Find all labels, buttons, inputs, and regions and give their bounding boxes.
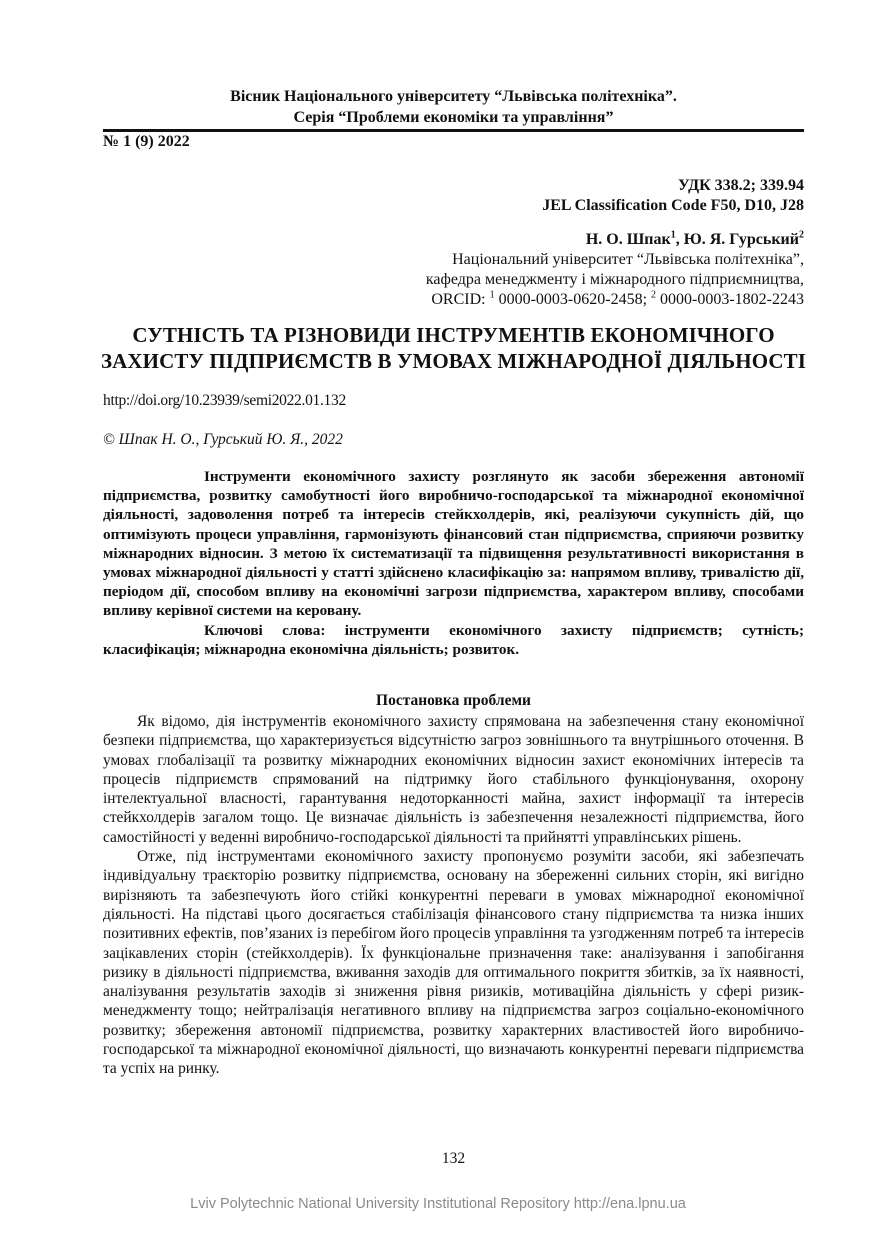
doi-link[interactable]: http://doi.org/10.23939/semi2022.01.132 (103, 392, 346, 409)
orcid-2-mark: 2 (651, 289, 657, 301)
title-line-2: ЗАХИСТУ ПІДПРИЄМСТВ В УМОВАХ МІЖНАРОДНОЇ ДІЯЛЬНОСТІ (100, 349, 807, 373)
author-2: Ю. Я. Гурський (683, 231, 799, 248)
body-paragraph: Отже, під інструментами економічного захисту пропонуємо розуміти засоби, які забезпечать індивідуальну траєкторію розвитку підприємства, основану на збереженні сильних сторін, які вигідно вирізняють та забезпечують його стійкі конкурентні переваги в умовах міжнародної економічної діяльності. На підставі цього досягається стабілізація фінансового стану підприємства та низка інших позитивних ефектів, пов’язаних із перебігом його процесів управління та узгодженням потреб та інтересів зацікавлених сторін (стейкхолдерів). Їх функціональне призначення таке: аналізування і запобігання ризику в діяльності підприємства, вживання заходів для оптимального покриття збитків, за їх наявності, аналізування результатів заходів зі зниження рівня ризиків, мотиваційна діяльність у сфері ризик-менеджменту тощо; нейтралізація негативного впливу на підприємства загроз соціально-економічного розвитку; збереження автономії підприємства, розвитку характерних властивостей його виробничо-господарської та міжнародної економічної діяльності, що визначають конкурентні переваги підприємства та успіх на ринку. (103, 848, 804, 1078)
journal-series: Серія “Проблеми економіки та управління” (293, 109, 614, 126)
repository-footer: Lviv Polytechnic National University Institutional Repository http://ena.lpnu.ua (190, 1196, 686, 1212)
orcid-1[interactable]: 0000-0003-0620-2458; (494, 291, 652, 308)
abstract (103, 467, 804, 659)
body-paragraph: Як відомо, дія інструментів економічного захисту спрямована на забезпечення стану економічної безпеки підприємства, що характеризується відсутністю загроз зовнішнього та внутрішнього оточення. В умовах глобалізації та розвитку міжнародних економічних відносин захист економічних інтересів та процесів підприємств спрямований на підтримку його стабільного функціонування, охорону інтелектуальної власності, гарантування недоторканності майна, захист інформації та інтересів стейкхолдерів загалом тощо. Це визначає діяльність із забезпечення незалежності підприємства, його самостійності у веденні виробничо-господарської діяльності та прийнятті управлінських рішень. (103, 713, 804, 846)
orcid-1-mark: 1 (489, 289, 495, 301)
abstract-text: Інструменти економічного захисту розглянуто як засоби збереження автономії підприємства, розвитку самобутності його виробничо-господарської та міжнародної економічної діяльності, задоволення потреб та інтересів стейкхолдерів, які, реалізуючи сукупність дій, що оптимізують процеси управління, гармонізують фінансовий стан підприємства, сприяючи розвитку міжнародних відносин. З метою їх систематизації та підвищення результативності використання в умовах міжнародної діяльності у статті здійснено класифікацію за: напрямом впливу, тривалістю дії, періодом дії, способом впливу на економічні загрози підприємства, характером впливу, способами впливу керівної системи на керовану. (103, 468, 804, 620)
section-heading: Постановка проблеми (376, 692, 531, 709)
udk-code: УДК 338.2; 339.94 (677, 177, 804, 194)
orcid-2[interactable]: 0000-0003-1802-2243 (656, 291, 804, 308)
jel-code: JEL Classification Code F50, D10, J28 (542, 197, 804, 214)
orcid-label: ORCID: (431, 291, 490, 308)
page-number: 132 (441, 1150, 466, 1167)
classification-block (103, 176, 804, 216)
header-rule (103, 129, 804, 132)
affiliation-department: кафедра менеджменту і міжнародного підприємництва, (425, 271, 804, 288)
author-separator: , (675, 231, 684, 248)
affiliation-university: Національний університет “Львівська політехніка”, (452, 251, 804, 268)
authors-block (103, 230, 804, 310)
author-2-affiliation-mark: 2 (799, 229, 804, 241)
section-body (103, 712, 804, 1079)
author-names (103, 230, 804, 250)
journal-name: Вісник Національного університету “Львівська політехніка”. (230, 88, 677, 105)
orcid-line (103, 290, 804, 310)
keywords: Ключові слова: інструменти економічного захисту підприємств; сутність; класифікація; міжнародна економічна діяльність; розвиток. (103, 621, 804, 658)
issue-number: № 1 (9) 2022 (103, 133, 190, 150)
journal-header (103, 86, 804, 128)
article-title (93, 322, 814, 374)
title-line-1: СУТНІСТЬ ТА РІЗНОВИДИ ІНСТРУМЕНТІВ ЕКОНОМІЧНОГО (132, 323, 775, 347)
copyright: © Шпак Н. О., Гурський Ю. Я., 2022 (103, 431, 343, 448)
author-1: Н. О. Шпак (585, 231, 671, 248)
author-1-affiliation-mark: 1 (670, 229, 676, 241)
